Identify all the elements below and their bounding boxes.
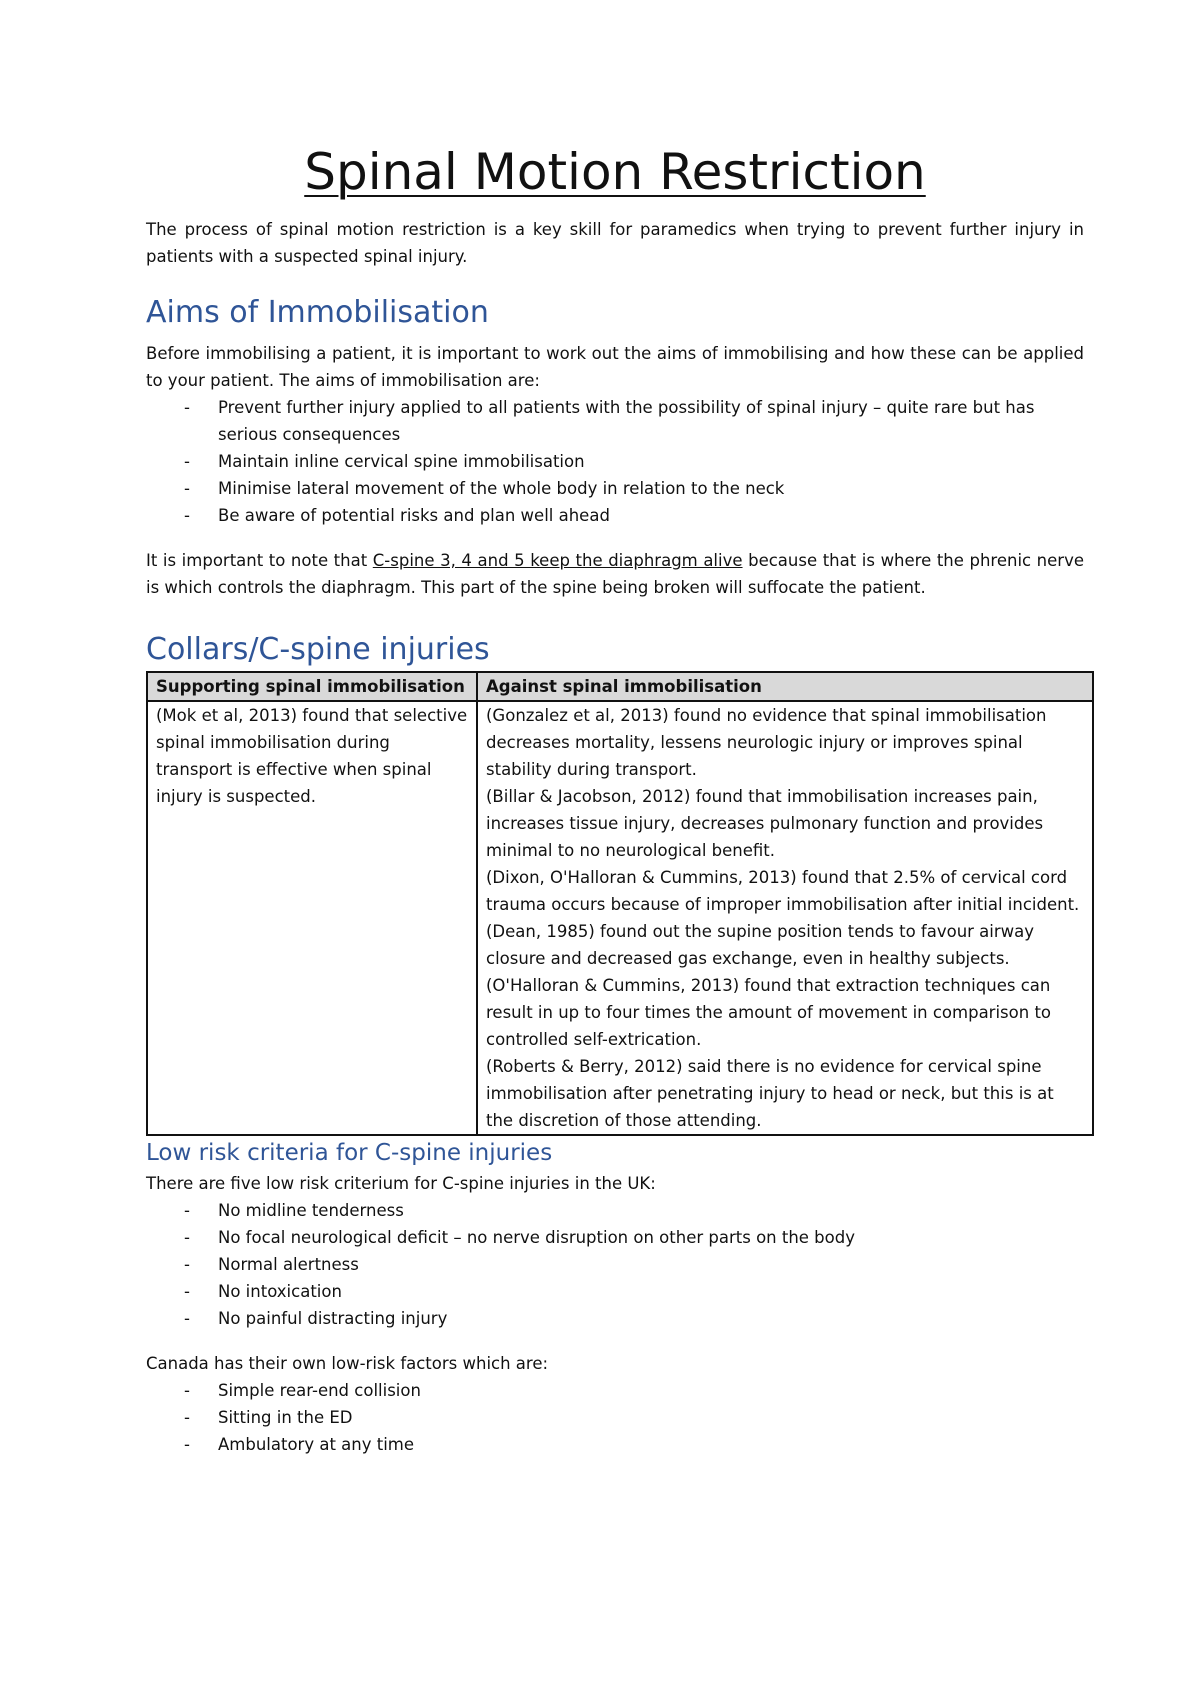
low-risk-list: [146, 1197, 1084, 1332]
bullet-marker: -: [184, 1228, 190, 1247]
bullet-marker: -: [184, 506, 190, 525]
diaphragm-note: It is important to note that C-spine 3, 4 and 5 keep the diaphragm alive because that is where the phrenic nerve is which controls the diaphragm. This part of the spine being broken will suffocate the patient.: [146, 551, 1084, 597]
supporting-cell: (Mok et al, 2013) found that selective spinal immobilisation during transport is effective when spinal injury is suspected.: [147, 701, 477, 1135]
aims-heading: Aims of Immobilisation: [146, 295, 489, 330]
evidence-entry: (Gonzalez et al, 2013) found no evidence that spinal immobilisation decreases mortality, lessens neurologic injury or improves spinal stability during transport.: [486, 706, 1047, 779]
intro-paragraph: The process of spinal motion restriction is a key skill for paramedics when trying to prevent further injury in patients with a suspected spinal injury.: [146, 220, 1084, 266]
bullet-marker: -: [184, 1408, 190, 1427]
bullet-marker: -: [184, 1255, 190, 1274]
list-item: - No midline tenderness: [146, 1197, 1084, 1224]
document-page: [146, 140, 1084, 1458]
collars-heading: Collars/C-spine injuries: [146, 632, 490, 667]
evidence-entry: (O'Halloran & Cummins, 2013) found that extraction techniques can result in up to four times the amount of movement in comparison to controlled self-extrication.: [486, 976, 1052, 1049]
list-item: - Ambulatory at any time: [146, 1431, 1084, 1458]
list-item: - Be aware of potential risks and plan well ahead: [146, 502, 1084, 529]
bullet-marker: -: [184, 452, 190, 471]
bullet-marker: -: [184, 1381, 190, 1400]
canada-lead: Canada has their own low-risk factors which are:: [146, 1354, 549, 1373]
list-item: - No intoxication: [146, 1278, 1084, 1305]
evidence-entry: (Billar & Jacobson, 2012) found that immobilisation increases pain, increases tissue injury, decreases pulmonary function and provides minimal to no neurological benefit.: [486, 787, 1044, 860]
against-cell: [477, 701, 1093, 1135]
list-item: - Normal alertness: [146, 1251, 1084, 1278]
evidence-entry: (Dean, 1985) found out the supine position tends to favour airway closure and decreased gas exchange, even in healthy subjects.: [486, 922, 1035, 968]
bullet-marker: -: [184, 1435, 190, 1454]
list-item: - Minimise lateral movement of the whole body in relation to the neck: [146, 475, 1084, 502]
aims-list: [146, 394, 1084, 529]
evidence-entry: (Roberts & Berry, 2012) said there is no evidence for cervical spine immobilisation after penetrating injury to head or neck, but this is at the discretion of those attending.: [486, 1057, 1054, 1130]
list-item: - No painful distracting injury: [146, 1305, 1084, 1332]
column-header-against: Against spinal immobilisation: [477, 672, 1093, 701]
canada-list: [146, 1377, 1084, 1458]
evidence-table: [146, 671, 1094, 1136]
bullet-marker: -: [184, 1282, 190, 1301]
bullet-marker: -: [184, 1201, 190, 1220]
bullet-marker: -: [184, 479, 190, 498]
low-risk-heading: Low risk criteria for C-spine injuries: [146, 1140, 553, 1166]
list-item: - Simple rear-end collision: [146, 1377, 1084, 1404]
bullet-marker: -: [184, 1309, 190, 1328]
table-row: [147, 701, 1093, 1135]
evidence-entry: (Dixon, O'Halloran & Cummins, 2013) found that 2.5% of cervical cord trauma occurs because of improper immobilisation after initial incident.: [486, 868, 1080, 914]
aims-lead: Before immobilising a patient, it is important to work out the aims of immobilising and how these can be applied to your patient. The aims of immobilisation are:: [146, 344, 1084, 390]
underlined-emphasis: C-spine 3, 4 and 5 keep the diaphragm alive: [372, 551, 743, 570]
list-item: - Maintain inline cervical spine immobilisation: [146, 448, 1084, 475]
low-risk-lead: There are five low risk criterium for C-spine injuries in the UK:: [146, 1174, 656, 1193]
list-item: - Prevent further injury applied to all patients with the possibility of spinal injury – quite rare but has serious consequences: [146, 394, 1084, 448]
list-item: - No focal neurological deficit – no nerve disruption on other parts on the body: [146, 1224, 1084, 1251]
table-header-row: [147, 672, 1093, 701]
page-title: Spinal Motion Restriction: [304, 143, 926, 201]
bullet-marker: -: [184, 398, 190, 417]
column-header-supporting: Supporting spinal immobilisation: [147, 672, 477, 701]
list-item: - Sitting in the ED: [146, 1404, 1084, 1431]
